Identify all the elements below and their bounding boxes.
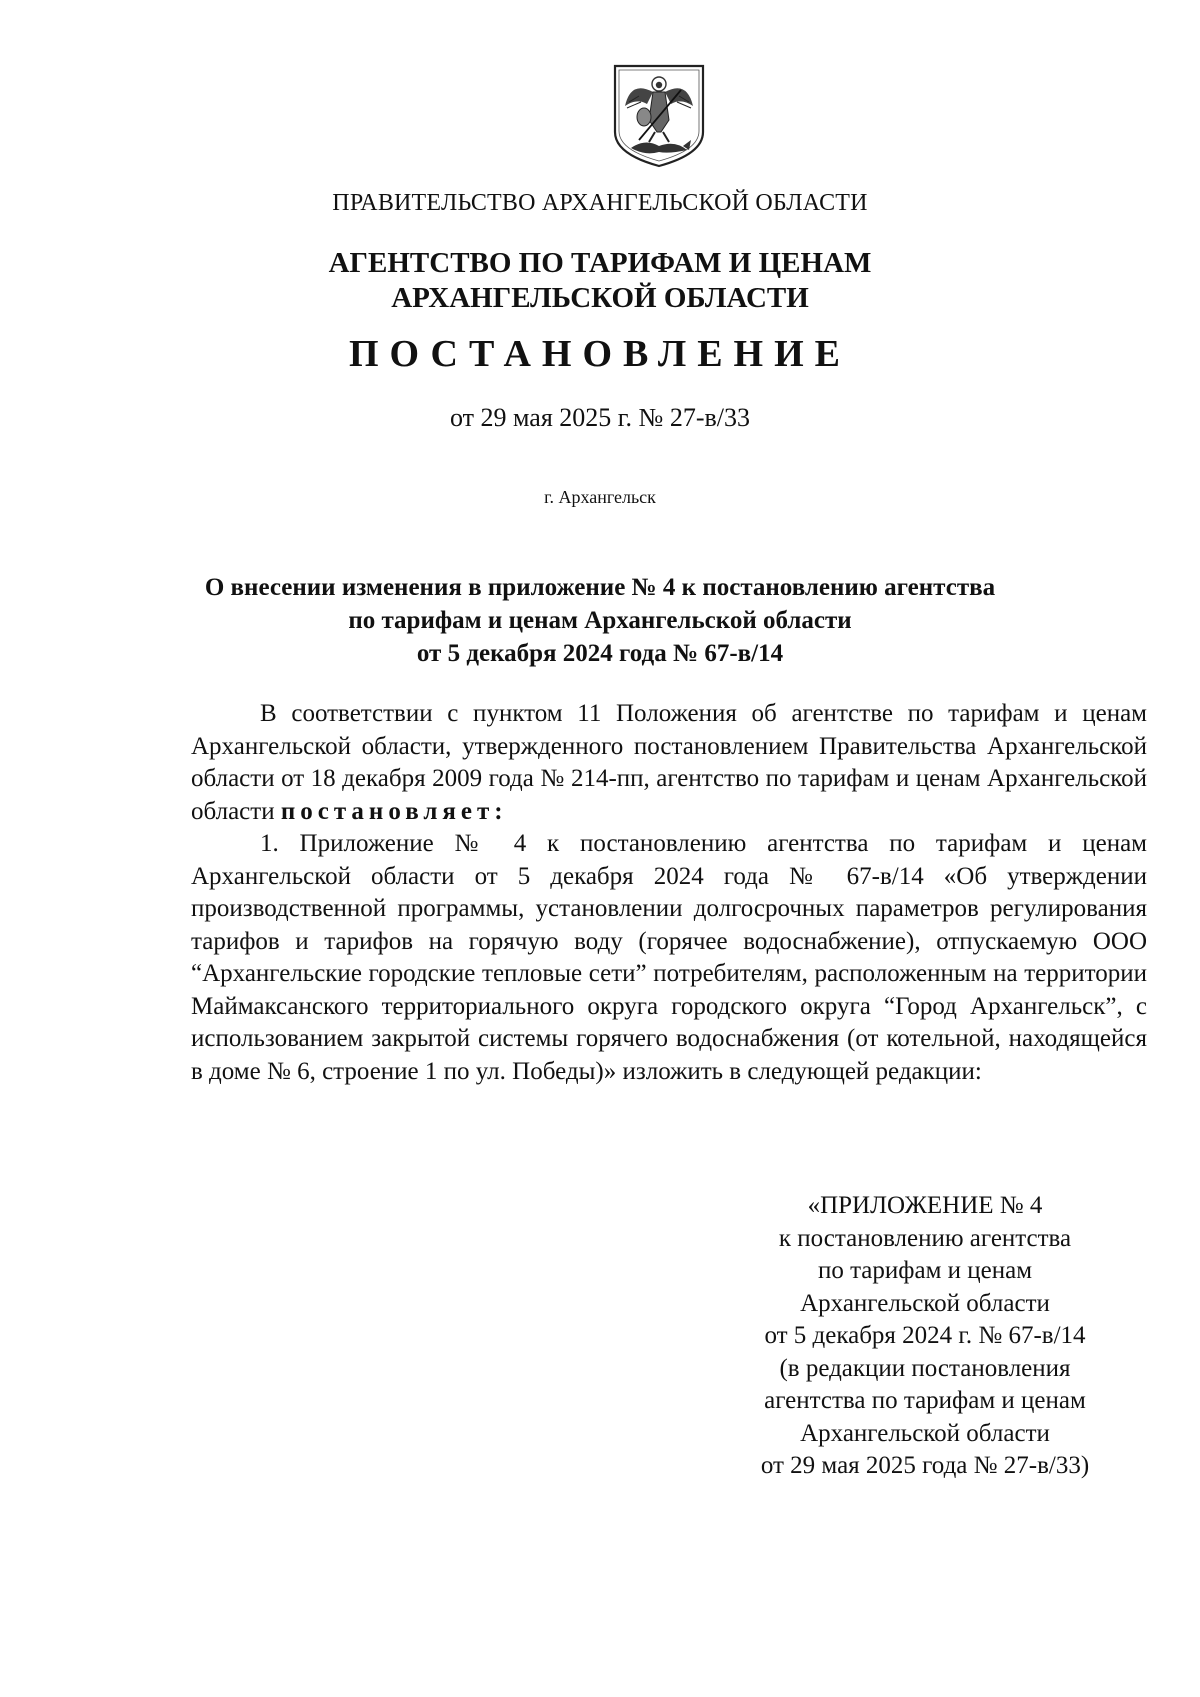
coat-of-arms-icon: [609, 62, 709, 170]
document-title-line-3: от 5 декабря 2024 года № 67-в/14: [416, 640, 784, 667]
agency-name-line-1: АГЕНТСТВО ПО ТАРИФАМ И ЦЕНАМ: [328, 247, 872, 279]
document-title-line-1: О внесении изменения в приложение № 4 к постановлению агентства: [204, 574, 996, 601]
item-1-paragraph: 1. Приложение № 4 к постановлению агентства по тарифам и ценам Архангельской области от 5 декабря 2024 года № 67-в/14 «Об утверждении производственной программы, установлении долгосрочных параметров регулирования тарифов и тарифов на горячую воду (горячее водоснабжение), отпускаемую ООО “Архангельские городские тепловые сети” потребителям, расположенным на территории Маймаксанского территориального округа городского округа “Город Архангельск”, с использованием закрытой системы горячего водоснабжения (от котельной, находящейся в доме № 6, строение 1 по ул. Победы)» изложить в следующей редакции:: [191, 830, 1147, 1085]
appendix-line: (в редакции постановления: [779, 1354, 1071, 1382]
document-title-line-2: по тарифам и ценам Архангельской области: [348, 607, 852, 634]
appendix-line: агентства по тарифам и ценам: [764, 1387, 1086, 1414]
document-body: [191, 698, 1147, 1088]
agency-name-line-2: АРХАНГЕЛЬСКОЙ ОБЛАСТИ: [391, 282, 809, 314]
preamble-paragraph: [191, 698, 1147, 828]
appendix-heading: [690, 1190, 1160, 1483]
appendix-line: по тарифам и ценам: [817, 1257, 1033, 1284]
government-name: ПРАВИТЕЛЬСТВО АРХАНГЕЛЬСКОЙ ОБЛАСТИ: [332, 190, 868, 216]
appendix-line: от 5 декабря 2024 г. № 67-в/14: [764, 1322, 1086, 1349]
appendix-line: к постановлению агентства: [778, 1224, 1072, 1252]
document-title: [0, 571, 1200, 670]
decides-keyword: постановляет:: [280, 797, 508, 825]
document-date-number: от 29 мая 2025 г. № 27-в/33: [450, 403, 750, 432]
appendix-line: «ПРИЛОЖЕНИЕ № 4: [807, 1192, 1043, 1219]
appendix-line: Архангельской области: [800, 1289, 1050, 1317]
document-city: г. Архангельск: [544, 487, 656, 507]
appendix-line: от 29 мая 2025 года № 27-в/33): [760, 1452, 1090, 1479]
agency-name: [0, 246, 1200, 316]
document-type-heading: ПОСТАНОВЛЕНИЕ: [348, 333, 852, 375]
preamble-text: В соответствии с пунктом 11 Положения об агентстве по тарифам и ценам Архангельской области, утвержденного постановлением Правительства Архангельской области от 18 декабря 2009 года № 214-пп, агентство по тарифам и ценам Архангельской области: [191, 700, 1147, 825]
appendix-line: Архангельской области: [800, 1419, 1050, 1447]
